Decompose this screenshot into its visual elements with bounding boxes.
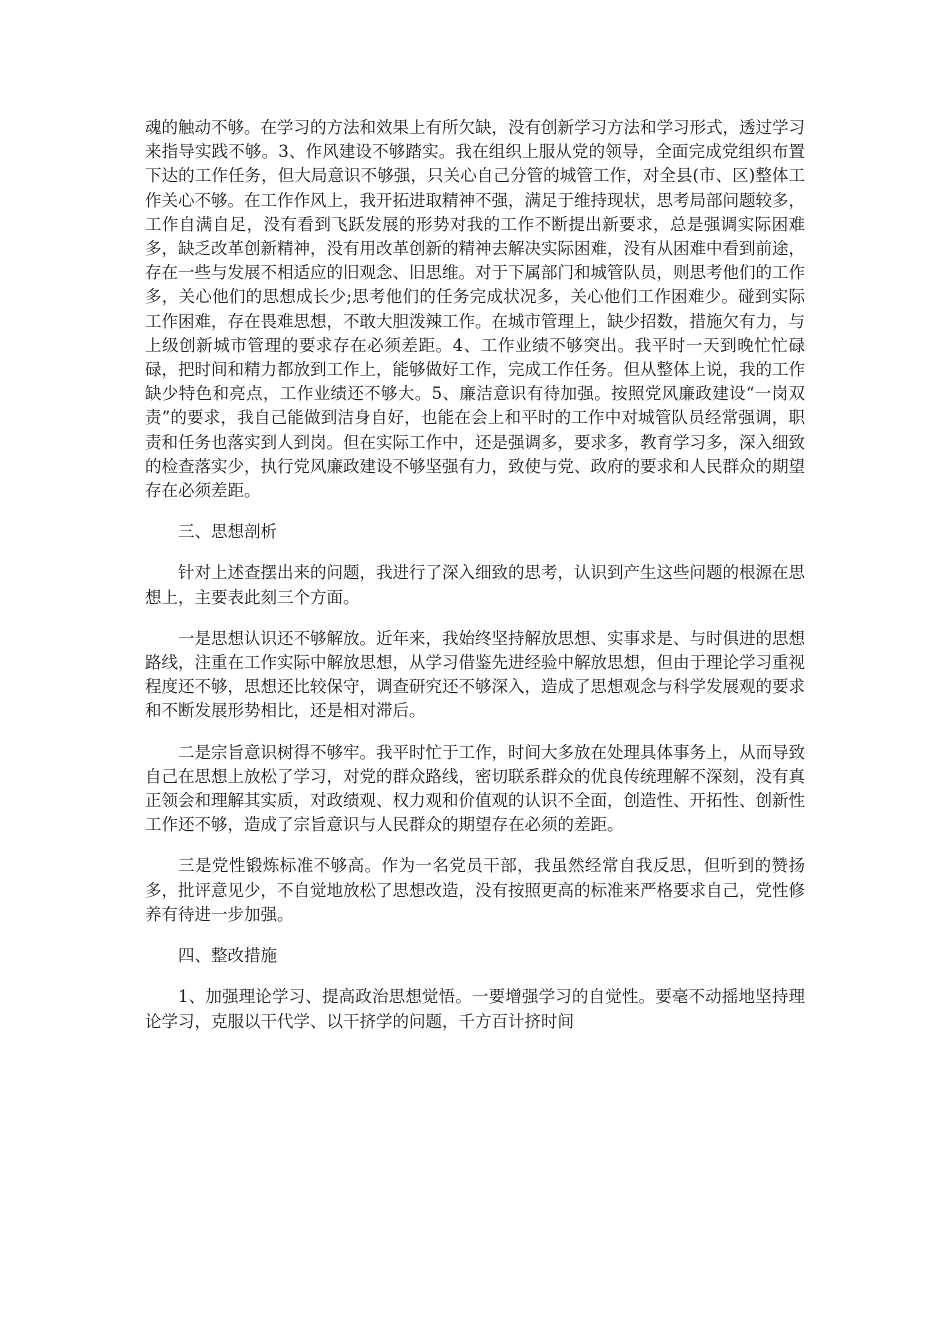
body-paragraph: 1、加强理论学习、提高政治思想觉悟。一要增强学习的自觉性。要毫不动摇地坚持理论学习，克服以干代学、以干挤学的问题，千方百计挤时间: [145, 987, 805, 1031]
section-heading: 三、思想剖析: [178, 522, 277, 542]
body-paragraph: 三是党性锻炼标准不够高。作为一名党员干部，我虽然经常自我反思，但听到的赞扬多，批评意见少，不自觉地放松了思想改造，没有按照更高的标准来严格要求自己，党性修养有待进一步加强。: [145, 856, 805, 924]
body-paragraph: 二是宗旨意识树得不够牢。我平时忙于工作，时间大多放在处理具体事务上，从而导致自己在思想上放松了学习，对党的群众路线，密切联系群众的优良传统理解不深刻，没有真正领会和理解其实质，对政绩观、权力观和价值观的认识不全面，创造性、开拓性、创新性工作还不够，造成了宗旨意识与人民群众的期望存在必须的差距。: [145, 742, 805, 835]
document-page: [145, 116, 805, 1051]
body-paragraph: 一是思想认识还不够解放。近年来，我始终坚持解放思想、实事求是、与时俱进的思想路线，注重在工作实际中解放思想，从学习借鉴先进经验中解放思想，但由于理论学习重视程度还不够，思想还比较保守，调查研究还不够深入，造成了思想观念与科学发展观的要求和不断发展形势相比，还是相对滞后。: [145, 628, 805, 721]
section-heading: 四、整改措施: [178, 946, 277, 966]
body-paragraph: 针对上述查摆出来的问题，我进行了深入细致的思考，认识到产生这些问题的根源在思想上，主要表此刻三个方面。: [145, 563, 805, 607]
body-paragraph: 魂的触动不够。在学习的方法和效果上有所欠缺，没有创新学习方法和学习形式，透过学习来指导实践不够。3、作风建设不够踏实。我在组织上服从党的领导，全面完成党组织布置下达的工作任务，但大局意识不够强，只关心自己分管的城管工作，对全县(市、区)整体工作关心不够。在工作作风上，我开拓进取精神不强，满足于维持现状，思考局部问题较多，工作自满自足，没有看到飞跃发展的形势对我的工作不断提出新要求，总是强调实际困难多，缺乏改革创新精神，没有用改革创新的精神去解决实际困难，没有从困难中看到前途，存在一些与发展不相适应的旧观念、旧思维。对于下属部门和城管队员，则思考他们的工作多，关心他们的思想成长少;思考他们的任务完成状况多，关心他们工作困难少。碰到实际工作困难，存在畏难思想，不敢大胆泼辣工作。在城市管理上，缺少招数，措施欠有力，与上级创新城市管理的要求存在必须差距。4、工作业绩不够突出。我平时一天到晚忙忙碌碌，把时间和精力都放到工作上，能够做好工作，完成工作任务。但从整体上说，我的工作缺少特色和亮点，工作业绩还不够大。5、廉洁意识有待加强。按照党风廉政建设“一岗双责”的要求，我自己能做到洁身自好，也能在会上和平时的工作中对城管队员经常强调，职责和任务也落实到人到岗。但在实际工作中，还是强调多，要求多，教育学习多，深入细致的检查落实少，执行党风廉政建设不够坚强有力，致使与党、政府的要求和人民群众的期望存在必须差距。: [145, 118, 805, 501]
